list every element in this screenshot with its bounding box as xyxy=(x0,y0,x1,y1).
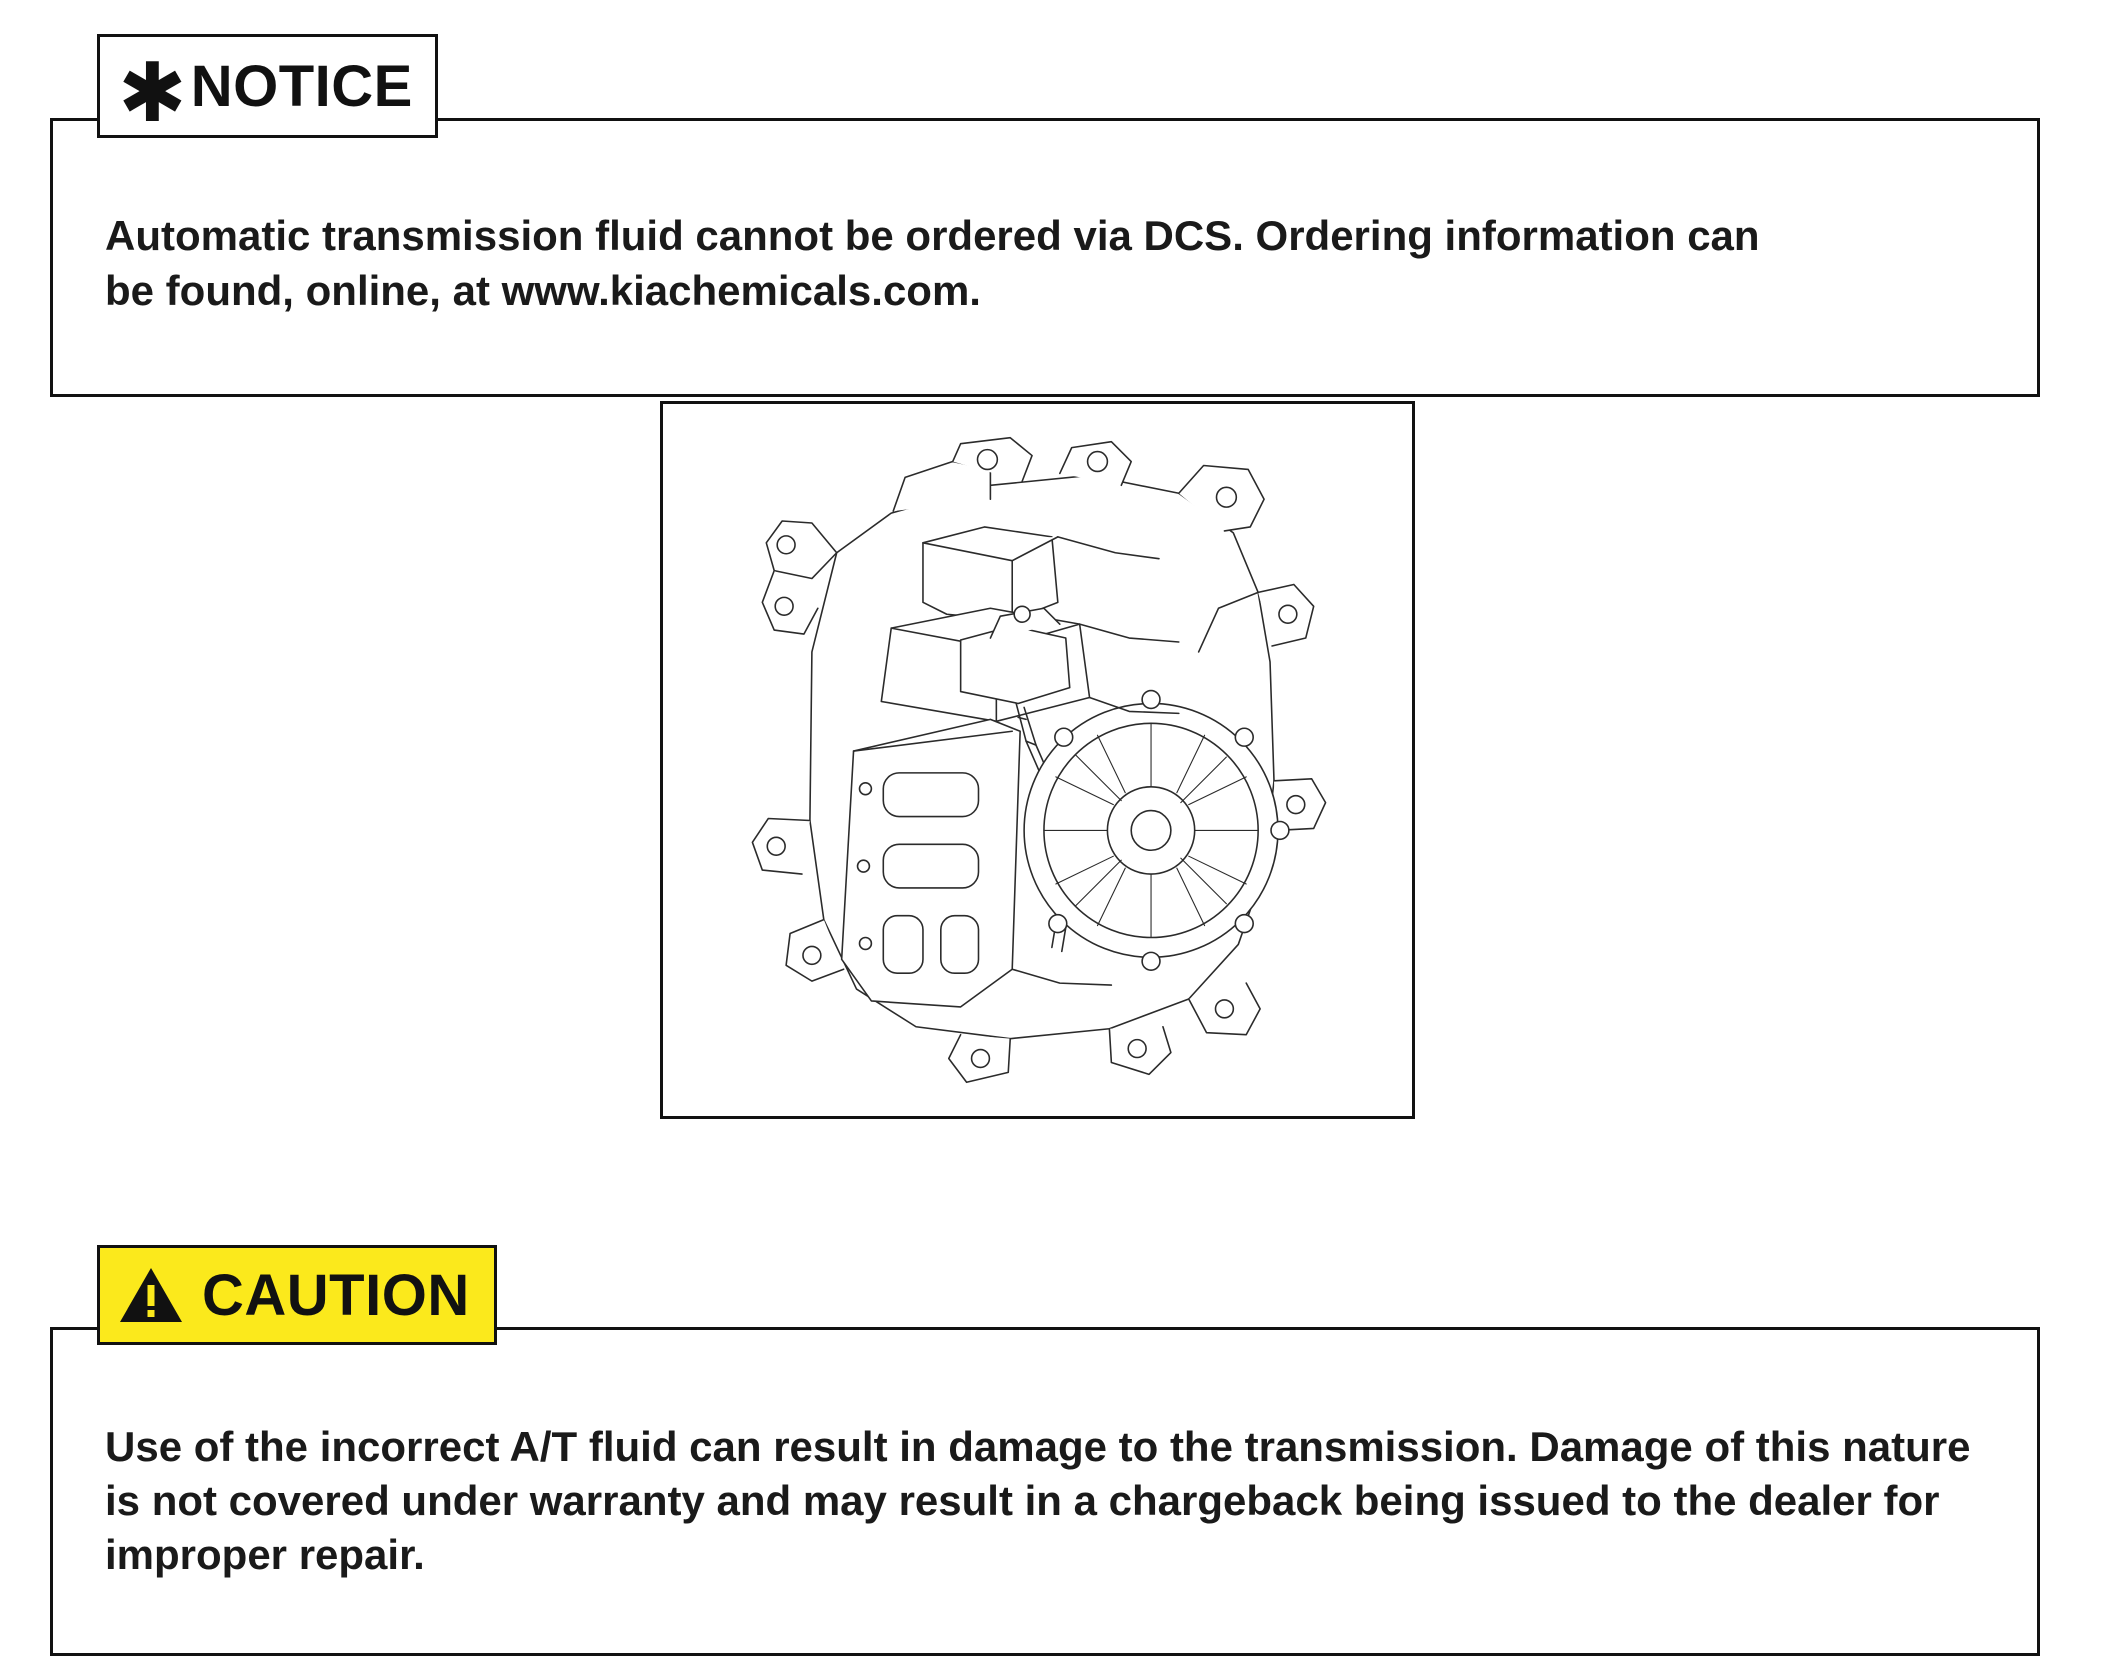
caution-text: Use of the incorrect A/T fluid can result in damage to the transmission. Damage of this nature is not covered under warranty and may result in a chargeback being issued to the dealer for improper repair. xyxy=(105,1423,1971,1578)
transmission-figure xyxy=(660,401,1415,1119)
notice-body xyxy=(50,118,2040,397)
notice-text: Automatic transmission fluid cannot be ordered via DCS. Ordering information can be found, online, at www.kiachemicals.com. xyxy=(105,212,1760,314)
caution-callout xyxy=(50,1262,2040,1656)
warning-triangle-icon xyxy=(118,1265,184,1325)
caution-tag-label: CAUTION xyxy=(202,1262,470,1328)
notice-tag-label: NOTICE xyxy=(190,53,413,119)
transmission-drawing xyxy=(663,404,1412,1116)
caution-body xyxy=(50,1327,2040,1656)
notice-callout xyxy=(50,46,2040,397)
caution-tag xyxy=(97,1245,497,1345)
notice-tag xyxy=(97,34,438,141)
asterisk-icon: ✱ xyxy=(118,46,187,141)
